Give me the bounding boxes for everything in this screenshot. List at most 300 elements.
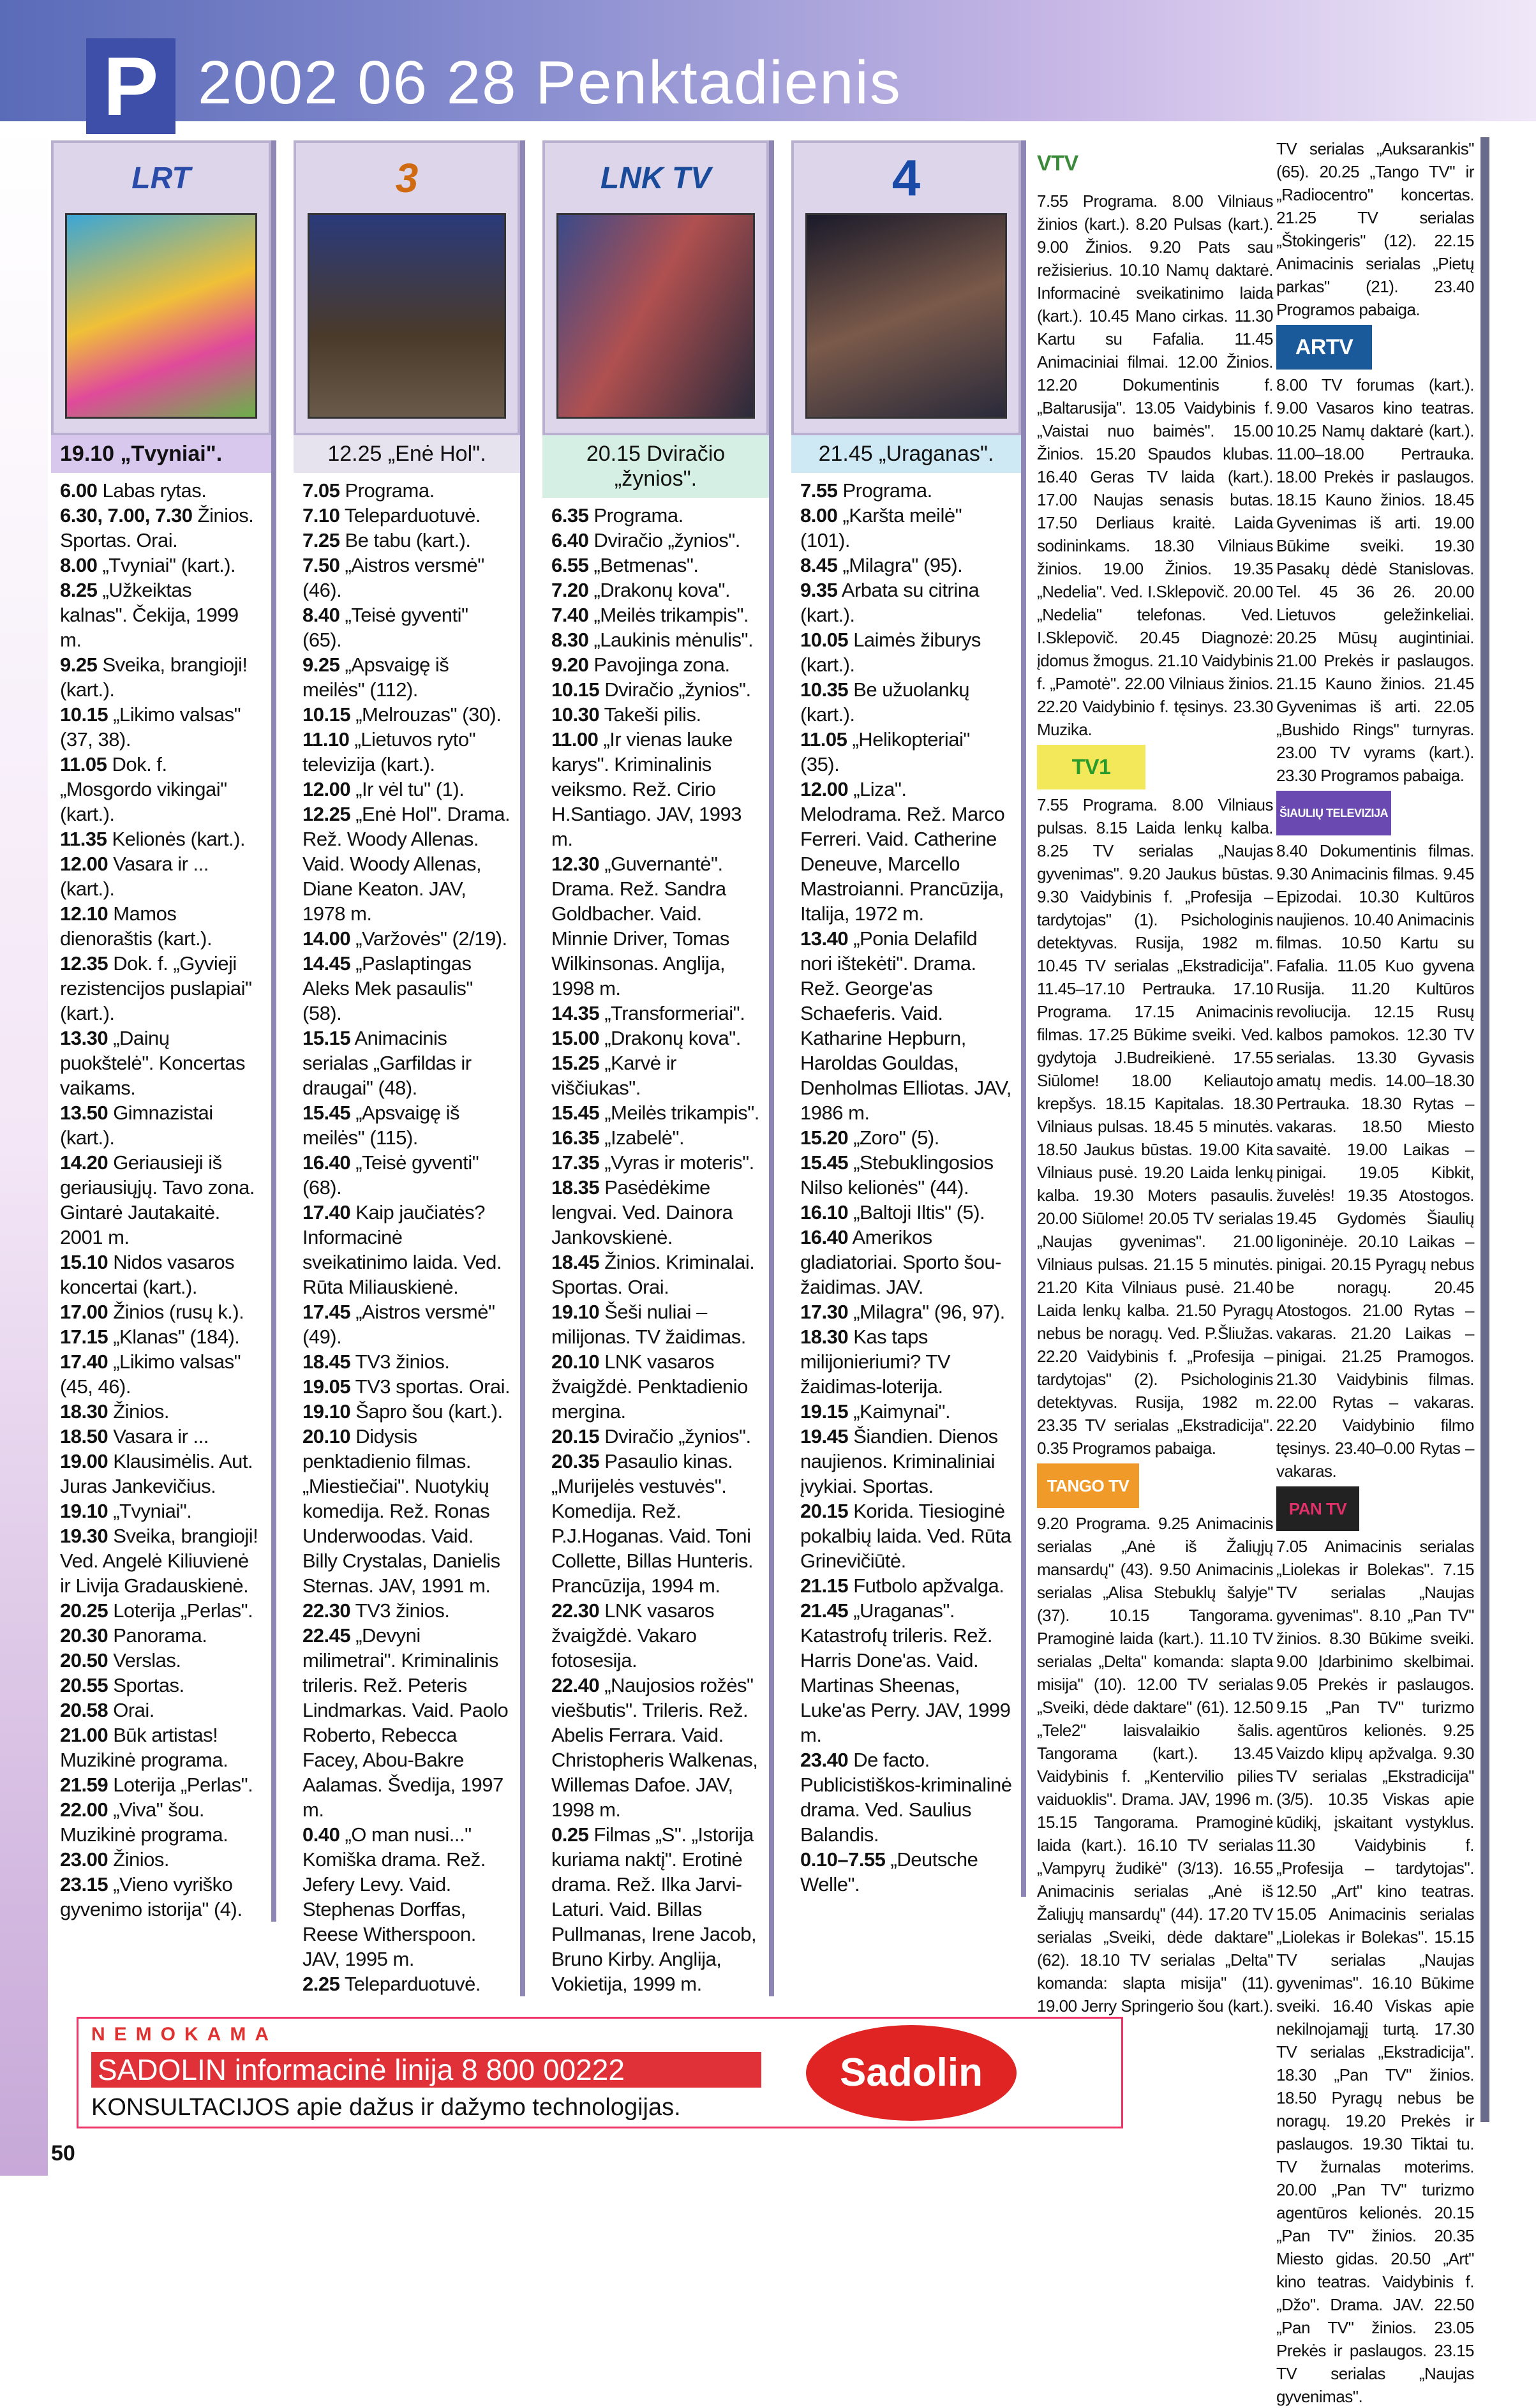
program-entry <box>551 1100 760 1125</box>
program-entry <box>800 1399 1012 1424</box>
program-title: Laimės žiburys (kart.). <box>800 629 981 676</box>
program-time: 6.40 <box>551 529 589 551</box>
program-entry <box>60 1648 262 1673</box>
program-title: Vasara ir ... (kart.). <box>60 853 209 900</box>
program-title: „Lietuvos ryto" televizija (kart.). <box>302 728 476 775</box>
program-title: Orai. <box>108 1699 154 1721</box>
program-time: 12.25 <box>302 803 351 825</box>
program-entry <box>60 553 262 578</box>
program-title: „Devyni milimetrai". Kriminalinis trileris. Rež. Peteris Lindmarkas. Vaid. Paolo Roberto, Rebecca Facey, Abou-Bakre Aalamas. Švedija, 1997 m. <box>302 1624 509 1821</box>
program-entry <box>551 1299 760 1349</box>
program-title: Klausimėlis. Aut. Juras Jankevičius. <box>60 1450 253 1497</box>
tv4-logo: 4 <box>891 149 921 206</box>
program-entry <box>60 1847 262 1872</box>
program-time: 20.15 <box>800 1500 849 1522</box>
program-title: TV3 žinios. <box>350 1350 450 1373</box>
program-entry <box>551 578 760 602</box>
program-entry <box>800 1324 1012 1399</box>
program-time: 19.00 <box>60 1450 108 1472</box>
program-time: 18.35 <box>551 1176 600 1199</box>
program-entry <box>302 652 511 702</box>
regional-column-2 <box>1276 137 1474 2406</box>
program-entry <box>60 1698 262 1723</box>
program-entry <box>551 553 760 578</box>
program-entry <box>551 851 760 1001</box>
tv1-schedule: 7.55 Programa. 8.00 Vilniaus pulsas. 8.15 Laida lenkų kalba. 8.25 TV serialas „Naujas gyvenimas". 9.20 Jaukus būstas. 9.30 Vaidybinis f. „Profesija – tardytojas" (1). Psichologinis detektyvas. Rusija, 1982 m. 10.45 TV serialas „Ekstradicija". 11.45–17.10 Pertrauka. 17.10 Programa. 17.15 Animacinis filmas. 17.25 Būkime sveiki. Ved. gydytoja J.Budreikienė. 17.55 Siūlome! 18.00 Keliautojo krepšys. 18.15 Kapitalas. 18.30 Vilniaus pulsas. 18.45 5 minutės. 18.50 Jaukus būstas. 19.00 Kita Vilniaus pusė. 19.20 Laida lenkų kalba. 19.30 Moters pasaulis. 20.00 Siūlome! 20.05 TV serialas „Naujas gyvenimas". 21.00 Vilniaus pulsas. 21.15 5 minutės. 21.20 Kita Vilniaus pusė. 21.40 Laida lenkų kalba. 21.50 Pyragų nebus be noragų. Ved. P.Šliužas. 22.20 Vaidybinis f. „Profesija – tardytojas" (2). Psichologinis detektyvas. Rusija, 1982 m. 23.35 TV serialas „Ekstradicija". 0.35 Programos pabaiga. <box>1037 795 1273 1458</box>
program-entry <box>60 1673 262 1698</box>
program-entry <box>302 1971 511 1996</box>
program-time: 20.58 <box>60 1699 108 1721</box>
program-entry <box>302 478 511 503</box>
program-time: 15.45 <box>302 1102 351 1124</box>
program-entry <box>800 727 1012 777</box>
program-entry <box>60 1499 262 1523</box>
program-title: „Tvyniai" (kart.). <box>97 554 236 576</box>
program-title: „Teisė gyventi" (68). <box>302 1151 479 1199</box>
program-title: „Aistros versmė" (49). <box>302 1301 495 1348</box>
channel-column-lrt <box>51 140 271 1922</box>
program-time: 19.45 <box>800 1425 849 1447</box>
program-time: 16.10 <box>800 1201 849 1223</box>
program-entry <box>800 578 1012 627</box>
program-time: 15.25 <box>551 1052 600 1074</box>
program-entry <box>551 652 760 677</box>
program-title: „Ir vėl tu" (1). <box>350 778 465 800</box>
program-entry <box>302 1424 511 1598</box>
program-time: 17.30 <box>800 1301 849 1323</box>
page-date-title: 2002 06 28 Penktadienis <box>198 49 902 117</box>
program-entry <box>302 951 511 1026</box>
program-time: 10.15 <box>302 703 351 726</box>
program-entry <box>800 677 1012 727</box>
channel-column-lnk <box>542 140 769 1996</box>
program-entry <box>800 1225 1012 1299</box>
program-entry <box>551 1125 760 1150</box>
program-time: 9.20 <box>551 654 589 676</box>
program-time: 7.25 <box>302 529 340 551</box>
program-time: 12.00 <box>302 778 351 800</box>
program-time: 19.10 <box>302 1400 351 1423</box>
program-time: 7.05 <box>302 479 340 502</box>
program-entry <box>60 1449 262 1499</box>
program-title: „Karšta meilė" (101). <box>800 504 962 551</box>
program-entry <box>551 1001 760 1026</box>
program-title: „Betmenas". <box>588 554 699 576</box>
program-title: Teleparduotuvė. <box>339 1973 481 1995</box>
program-list <box>294 473 520 1996</box>
program-time: 20.25 <box>60 1599 108 1622</box>
program-time: 13.50 <box>60 1102 108 1124</box>
program-title: „Izabelė". <box>599 1126 685 1149</box>
program-title: Dok. f. „Mosgordo vikingai" (kart.). <box>60 753 227 825</box>
program-time: 12.30 <box>551 853 600 875</box>
program-entry <box>551 1424 760 1449</box>
program-entry <box>60 652 262 702</box>
tango-schedule: 9.20 Programa. 9.25 Animacinis serialas „Anė iš Žaliųjų mansardų" (43). 9.50 Animacinis serialas „Alisa Stebuklų šalyje" (37). 10.15 Tangorama. Pramoginė laida (kart.). 11.10 TV serialas „Delta" komanda: slapta misija" (10). 12.00 TV serialas „Sveiki, dėde daktare" (61). 12.50 „Tele2" laisvalaikio šalis. Tangorama (kart.). 13.45 Vaidybinis f. „Kentervilio pilies vaiduoklis". Drama. JAV, 1996 m. 15.15 Tangorama. Pramoginė laida (kart.). 16.10 TV serialas „Vampyrų žudikė" (3/13). 16.55 Animacinis serialas „Anė iš Žaliųjų mansardų" (44). 17.20 TV serialas „Sveiki, dėde daktare" (62). 18.10 TV serialas „Delta" komanda: slapta misija" (11). 19.00 Jerry Springerio šou (kart.). <box>1037 1514 1273 2015</box>
program-entry <box>302 1026 511 1100</box>
program-entry <box>60 1349 262 1399</box>
program-title: Geriausieji iš geriausiųjų. Tavo zona. Gintarė Jautakaitė. 2001 m. <box>60 1151 255 1248</box>
program-title: „Užkeiktas kalnas". Čekija, 1999 m. <box>60 579 239 651</box>
program-title: Žinios. <box>108 1848 169 1871</box>
program-entry <box>800 1847 1012 1897</box>
program-time: 8.25 <box>60 579 98 601</box>
program-time: 14.00 <box>302 927 351 950</box>
program-time: 11.35 <box>60 828 107 850</box>
program-time: 11.10 <box>302 728 350 751</box>
program-title: Sveika, brangioji! (kart.). <box>60 654 248 701</box>
program-entry <box>60 1424 262 1449</box>
program-time: 22.00 <box>60 1799 108 1821</box>
program-title: Kas taps milijonieriumi? TV žaidimas-loterija. <box>800 1326 951 1398</box>
program-entry <box>551 1598 760 1673</box>
lnk-logo: LNK TV <box>600 161 712 195</box>
channel-column-tv3 <box>294 140 520 1996</box>
program-entry <box>800 1150 1012 1200</box>
program-time: 6.00 <box>60 479 98 502</box>
program-title: „Enė Hol". Drama. Rež. Woody Allenas. Vaid. Woody Allenas, Diane Keaton. JAV, 1978 m. <box>302 803 511 925</box>
program-entry <box>302 1623 511 1822</box>
program-time: 18.45 <box>302 1350 351 1373</box>
program-title: „Kaimynai". <box>848 1400 951 1423</box>
program-entry <box>551 1449 760 1598</box>
program-time: 2.25 <box>302 1973 340 1995</box>
program-photo <box>556 213 755 419</box>
program-time: 21.59 <box>60 1774 108 1796</box>
program-title: „Naujosios rožės" viešbutis". Trileris. Rež. Abelis Ferrara. Vaid. Christopheris Walkenas, Willemas Dafoe. JAV, 1998 m. <box>551 1674 758 1821</box>
program-title: Teleparduotuvė. <box>339 504 481 527</box>
vtv-logo: VTV <box>1037 151 1078 176</box>
program-time: 7.10 <box>302 504 340 527</box>
program-time: 17.35 <box>551 1151 600 1174</box>
program-time: 16.40 <box>800 1226 849 1248</box>
program-entry <box>800 1424 1012 1499</box>
sadolin-ad[interactable] <box>77 2017 1123 2128</box>
program-title: Šeši nuliai – milijonas. TV žaidimas. <box>551 1301 746 1348</box>
program-time: 10.05 <box>800 629 849 651</box>
program-title: Žinios. Sportas. Orai. <box>60 504 254 551</box>
program-entry <box>60 1598 262 1623</box>
program-time: 20.10 <box>551 1350 600 1373</box>
program-title: „Helikopteriai" (35). <box>800 728 970 775</box>
program-title: Loterija „Perlas". <box>108 1599 253 1622</box>
program-title: Dviračio „žynios". <box>599 678 751 701</box>
program-title: „Zoro" (5). <box>848 1126 939 1149</box>
program-title: „Uraganas". Katastrofų trileris. Rež. Harris Done'as. Vaid. Martinas Sheenas, Luke'as Perry. JAV, 1999 m. <box>800 1599 1011 1746</box>
program-time: 14.20 <box>60 1151 108 1174</box>
program-photo <box>805 213 1007 419</box>
program-entry <box>551 528 760 553</box>
program-title: „Vyras ir moteris". <box>599 1151 754 1174</box>
program-title: LNK vasaros žvaigždė. Vakaro fotosesija. <box>551 1599 715 1671</box>
program-title: Šiandien. Dienos naujienos. Kriminaliniai įvykiai. Sportas. <box>800 1425 998 1497</box>
program-time: 12.10 <box>60 902 108 925</box>
program-title: „Meilės trikampis". <box>599 1102 759 1124</box>
program-time: 17.40 <box>60 1350 108 1373</box>
program-title: Žinios. <box>108 1400 169 1423</box>
program-time: 19.10 <box>60 1500 108 1522</box>
program-time: 0.40 <box>302 1823 340 1846</box>
program-entry <box>302 503 511 528</box>
program-title: „Drakonų kova". <box>588 579 731 601</box>
program-title: „Transformeriai". <box>599 1002 745 1024</box>
program-title: Loterija „Perlas". <box>108 1774 253 1796</box>
program-title: Animacinis serialas „Garfildas ir draugai" (48). <box>302 1027 472 1099</box>
lrt-logo: LRT <box>131 161 191 195</box>
program-time: 20.35 <box>551 1450 600 1472</box>
program-entry <box>60 702 262 752</box>
program-time: 19.05 <box>302 1375 351 1398</box>
program-time: 16.40 <box>302 1151 351 1174</box>
program-entry <box>60 1100 262 1150</box>
program-title: Šapro šou (kart.). <box>350 1400 503 1423</box>
program-entry <box>302 1399 511 1424</box>
program-title: Vasara ir ... <box>108 1425 209 1447</box>
program-entry <box>551 1673 760 1822</box>
program-time: 0.10–7.55 <box>800 1848 886 1871</box>
program-time: 16.35 <box>551 1126 600 1149</box>
program-time: 9.35 <box>800 579 838 601</box>
program-title: Programa. <box>588 504 683 527</box>
program-title: „Likimo valsas" (45, 46). <box>60 1350 241 1398</box>
program-time: 20.30 <box>60 1624 108 1647</box>
sadolin-logo: Sadolin <box>806 2025 1017 2121</box>
program-entry <box>60 826 262 851</box>
program-list <box>791 473 1021 1897</box>
program-entry <box>60 901 262 951</box>
program-title: Didysis penktadienio filmas. „Miestiečiai". Nuotykių komedija. Rež. Ronas Underwoodas. Vaid. Billy Crystalas, Danielis Sternas. JAV, 1991 m. <box>302 1425 500 1597</box>
program-time: 18.50 <box>60 1425 108 1447</box>
program-title: „Karvė ir viščiukas". <box>551 1052 676 1099</box>
program-time: 15.45 <box>551 1102 600 1124</box>
page-header <box>0 0 1536 133</box>
program-time: 13.40 <box>800 927 849 950</box>
program-time: 15.20 <box>800 1126 849 1149</box>
program-title: Nidos vasaros koncertai (kart.). <box>60 1251 235 1298</box>
tango-logo: TANGO TV <box>1037 1463 1139 1508</box>
program-time: 20.50 <box>60 1649 108 1671</box>
program-title: „Apsvaigę iš meilės" (112). <box>302 654 449 701</box>
program-time: 9.25 <box>302 654 340 676</box>
program-entry <box>551 1349 760 1424</box>
program-title: „Vieno vyriško gyvenimo istorija" (4). <box>60 1873 242 1920</box>
program-title: Mamos dienoraštis (kart.). <box>60 902 213 950</box>
photo-caption: 20.15 Dviračio „žynios". <box>542 435 769 498</box>
program-entry <box>60 752 262 826</box>
program-time: 15.45 <box>800 1151 849 1174</box>
program-time: 10.30 <box>551 703 600 726</box>
program-title: „Varžovės" (2/19). <box>350 927 507 950</box>
program-list <box>51 473 271 1922</box>
program-title: „Baltoji Iltis" (5). <box>848 1201 985 1223</box>
program-title: Panorama. <box>108 1624 207 1647</box>
program-time: 13.30 <box>60 1027 108 1049</box>
vtv-schedule: 7.55 Programa. 8.00 Vilniaus žinios (kart.). 8.20 Pulsas (kart.). 9.00 Žinios. 9.20 Pats sau režisierius. 10.10 Namų daktarė. Informacinė sveikatinimo laida (kart.). 10.45 Mano cirkas. 11.30 Kartu su Fafalia. 11.45 Animaciniai filmai. 12.00 Žinios. 12.20 Dokumentinis f. „Baltarusija". 13.05 Vaidybinis f. „Vaistai nuo baimės". 15.00 Žinios. 15.20 Spaudos klubas. 16.40 Geras TV laida (kart.). 17.00 Naujas senasis butas. 17.50 Derliaus kraitė. Laida sodininkams. 18.30 Vilniaus žinios. 19.00 Žinios. 19.35 „Nedelia". Ved. I.Sklepovič. 20.00 „Nedelia" telefonas. Ved. I.Sklepovič. 20.45 Diagnozė: įdomus žmogus. 21.10 Vaidybinis f. „Pamotė". 22.00 Vilniaus žinios. 22.20 Vaidybinio f. tęsinys. 23.30 Muzika. <box>1037 191 1273 739</box>
program-time: 14.45 <box>302 952 351 975</box>
program-entry <box>60 1399 262 1424</box>
program-title: Žinios (rusų k.). <box>108 1301 244 1323</box>
program-entry <box>60 1324 262 1349</box>
photo-caption: 12.25 „Enė Hol". <box>294 435 520 473</box>
program-time: 17.15 <box>60 1326 108 1348</box>
program-title: „Tvyniai". <box>108 1500 192 1522</box>
program-title: „Apsvaigę iš meilės" (115). <box>302 1102 460 1149</box>
program-title: Sveika, brangioji! Ved. Angelė Kiliuvienė ir Livija Gradauskienė. <box>60 1525 258 1597</box>
siauliu-schedule: 8.40 Dokumentinis filmas. 9.30 Animacinis filmas. 9.45 Epizodai. 10.30 Kultūros naujienos. 10.40 Animacinis filmas. 10.50 Kartu su Fafalia. 11.05 Kuo gyvena Rusija. 11.20 Kultūros revoliucija. 12.15 Rusų kalbos pamokos. 12.30 TV serialas. 13.30 Gyvasis amatų medis. 14.00–18.30 Pertrauka. 18.30 Rytas – vakaras. 18.50 Miesto savaitė. 19.00 Laikas – pinigai. 19.05 Kibkit, žuvelės! 19.35 Atostogos. 19.45 Gydomės Šiaulių ligoninėje. 20.10 Laikas – pinigai. 20.15 Pyragų nebus be noragų. 20.45 Atostogos. 21.00 Rytas – vakaras. 21.20 Laikas – pinigai. 21.25 Pramogos. 21.30 Vaidybinis filmas. 22.00 Rytas – vakaras. 22.20 Vaidybinio filmo tęsinys. 23.40–0.00 Rytas – vakaras. <box>1276 841 1474 1481</box>
program-time: 11.05 <box>60 753 107 775</box>
channel-header <box>294 140 520 435</box>
program-time: 17.40 <box>302 1201 351 1223</box>
tv1-logo: TV1 <box>1037 745 1145 789</box>
program-title: Būk artistas! Muzikinė programa. <box>60 1724 228 1771</box>
program-time: 7.55 <box>800 479 838 502</box>
program-time: 18.45 <box>551 1251 600 1273</box>
program-entry <box>302 602 511 652</box>
program-time: 19.10 <box>551 1301 600 1323</box>
program-title: „Liza". Melodrama. Rež. Marco Ferreri. Vaid. Catherine Deneuve, Marcello Mastroianni. Prancūzija, Italija, 1972 m. <box>800 778 1005 925</box>
program-title: „Dainų puokštelė". Koncertas vaikams. <box>60 1027 246 1099</box>
program-time: 10.35 <box>800 678 849 701</box>
program-title: „Likimo valsas" (37, 38). <box>60 703 241 751</box>
program-title: TV3 žinios. <box>350 1599 450 1622</box>
program-entry <box>60 503 262 553</box>
program-title: Futbolo apžvalga. <box>848 1574 1004 1597</box>
program-list <box>542 498 769 1996</box>
program-title: „Stebuklingosios Nilso kelionės" (44). <box>800 1151 994 1199</box>
program-title: Gimnazistai (kart.). <box>60 1102 213 1149</box>
program-entry <box>551 503 760 528</box>
program-entry <box>60 1797 262 1847</box>
program-entry <box>302 926 511 951</box>
program-title: Labas rytas. <box>97 479 207 502</box>
program-entry <box>302 1349 511 1374</box>
program-title: LNK vasaros žvaigždė. Penktadienio mergina. <box>551 1350 748 1423</box>
program-entry <box>800 1573 1012 1598</box>
program-entry <box>800 478 1012 503</box>
program-title: Sportas. <box>108 1674 184 1696</box>
pantv-schedule: 7.05 Animacinis serialas „Liolekas ir Bolekas". 7.15 TV serialas „Naujas gyvenimas". 8.10 „Pan TV" žinios. 8.30 Būkime sveiki. 9.00 Įdarbinimo skelbimai. 9.05 Prekės ir paslaugos. 9.15 „Pan TV" turizmo agentūros kelionės. 9.25 Vaizdo klipų apžvalga. 9.30 TV serialas „Ekstradicija" (3/5). 10.35 Viskas apie kūdikį, įskaitant vystyklus. 11.30 Vaidybinis f. „Profesija – tardytojas". 12.50 „Art" kino teatras. 15.05 Animacinis serialas „Liolekas ir Bolekas". 15.15 TV serialas „Naujas gyvenimas". 16.10 Būkime sveiki. 16.40 Viskas apie nekilnojamąjį turtą. 17.30 TV serialas „Ekstradicija". 18.30 „Pan TV" žinios. 18.50 Pyragų nebus be noragų. 19.20 Prekės ir paslaugos. 19.30 Tiktai tu. TV žurnalas moterims. 20.00 „Pan TV" turizmo agentūros kelionės. 20.15 „Pan TV" žinios. 20.35 Miesto gidas. 20.50 „Art" kino teatras. Vaidybinis f. „Džo". Drama. JAV. 22.50 „Pan TV" žinios. 23.05 Prekės ir paslaugos. 23.15 TV serialas „Naujas gyvenimas". <box>1276 1537 1474 2406</box>
program-entry <box>551 1026 760 1051</box>
program-time: 6.35 <box>551 504 589 527</box>
program-time: 20.15 <box>551 1425 600 1447</box>
program-entry <box>302 1150 511 1200</box>
section-letter: P <box>86 38 175 134</box>
program-entry <box>551 1175 760 1250</box>
program-title: „Aistros versmė" (46). <box>302 554 484 601</box>
program-title: Pasaulio kinas. „Murijelės vestuvės". Komedija. Rež. P.J.Hoganas. Vaid. Toni Collette, Billas Hunteris. Prancūzija, 1994 m. <box>551 1450 754 1597</box>
program-title: „O man nusi..." Komiška drama. Rež. Jefery Levy. Vaid. Stephenas Dorffas, Reese Witherspoon. JAV, 1995 m. <box>302 1823 486 1970</box>
artv-logo: ARTV <box>1276 325 1372 370</box>
side-gradient-strip <box>0 121 48 2176</box>
program-entry <box>302 1100 511 1150</box>
program-title: „Laukinis mėnulis". <box>588 629 754 651</box>
program-time: 17.45 <box>302 1301 351 1323</box>
channel-header <box>542 140 769 435</box>
program-time: 23.40 <box>800 1749 849 1771</box>
program-entry <box>60 851 262 901</box>
program-entry <box>60 1150 262 1250</box>
program-entry <box>302 1374 511 1399</box>
program-title: „Viva" šou. Muzikinė programa. <box>60 1799 228 1846</box>
program-time: 15.10 <box>60 1251 108 1273</box>
program-entry <box>60 951 262 1026</box>
program-time: 17.00 <box>60 1301 108 1323</box>
program-time: 19.15 <box>800 1400 849 1423</box>
program-time: 12.35 <box>60 952 108 975</box>
program-entry <box>800 1499 1012 1573</box>
program-time: 9.25 <box>60 654 98 676</box>
program-entry <box>551 677 760 702</box>
program-time: 8.30 <box>551 629 589 651</box>
program-time: 11.00 <box>551 728 599 751</box>
program-title: Be užuolankų (kart.). <box>800 678 970 726</box>
program-time: 8.40 <box>302 604 340 626</box>
program-time: 7.40 <box>551 604 589 626</box>
program-time: 19.30 <box>60 1525 108 1547</box>
program-entry <box>60 1772 262 1797</box>
program-title: De facto. Publicistiškos-kriminalinė drama. Ved. Saulius Balandis. <box>800 1749 1012 1846</box>
program-title: Programa. <box>339 479 435 502</box>
program-photo <box>308 213 506 419</box>
program-title: „Ponia Delafild nori ištekėti". Drama. Rež. George'as Schaeferis. Vaid. Katharine Hepburn, Haroldas Gouldas, Denholmas Elliotas. JAV, 1986 m. <box>800 927 1011 1124</box>
program-title: Pavojinga zona. <box>588 654 730 676</box>
program-time: 22.45 <box>302 1624 351 1647</box>
program-time: 18.30 <box>60 1400 108 1423</box>
program-time: 18.30 <box>800 1326 849 1348</box>
program-entry <box>551 1150 760 1175</box>
program-title: Kelionės (kart.). <box>107 828 246 850</box>
program-time: 8.00 <box>60 554 98 576</box>
channel-header <box>51 140 271 435</box>
program-time: 22.40 <box>551 1674 600 1696</box>
program-time: 21.15 <box>800 1574 849 1597</box>
program-entry <box>60 1523 262 1598</box>
program-entry <box>302 727 511 777</box>
program-entry <box>302 802 511 926</box>
program-entry <box>60 1872 262 1922</box>
program-title: Takeši pilis. <box>599 703 701 726</box>
program-entry <box>800 1747 1012 1847</box>
program-photo <box>65 213 257 419</box>
program-entry <box>800 627 1012 677</box>
program-entry <box>800 553 1012 578</box>
tv3-logo: 3 <box>395 155 419 201</box>
program-title: Korida. Tiesioginė pokalbių laida. Ved. Rūta Grinevičiūtė. <box>800 1500 1011 1572</box>
program-time: 0.25 <box>551 1823 589 1846</box>
program-time: 7.20 <box>551 579 589 601</box>
program-time: 6.30, 7.00, 7.30 <box>60 504 193 527</box>
program-entry <box>302 1598 511 1623</box>
program-entry <box>302 528 511 553</box>
program-time: 21.45 <box>800 1599 849 1622</box>
program-entry <box>551 727 760 851</box>
program-time: 22.30 <box>302 1599 351 1622</box>
program-title: Dviračio „žynios". <box>588 529 740 551</box>
program-entry <box>60 1026 262 1100</box>
program-entry <box>302 1299 511 1349</box>
siauliu-logo: ŠIAULIŲ TELEVIZIJA <box>1276 791 1391 835</box>
tango-schedule-continued: TV serialas „Auksarankis" (65). 20.25 „Tango TV" ir „Radiocentro" koncertas. 21.25 TV serialas „Štokingeris" (12). 22.15 Animacinis serialas „Pietų parkas" (21). 23.40 Programos pabaiga. <box>1276 139 1474 319</box>
program-title: „Milagra" (95). <box>837 554 963 576</box>
program-title: Verslas. <box>108 1649 181 1671</box>
program-time: 11.05 <box>800 728 847 751</box>
program-entry <box>551 627 760 652</box>
program-entry <box>800 926 1012 1125</box>
program-time: 6.55 <box>551 554 589 576</box>
program-title: „Klanas" (184). <box>108 1326 240 1348</box>
program-entry <box>551 602 760 627</box>
program-entry <box>60 1299 262 1324</box>
